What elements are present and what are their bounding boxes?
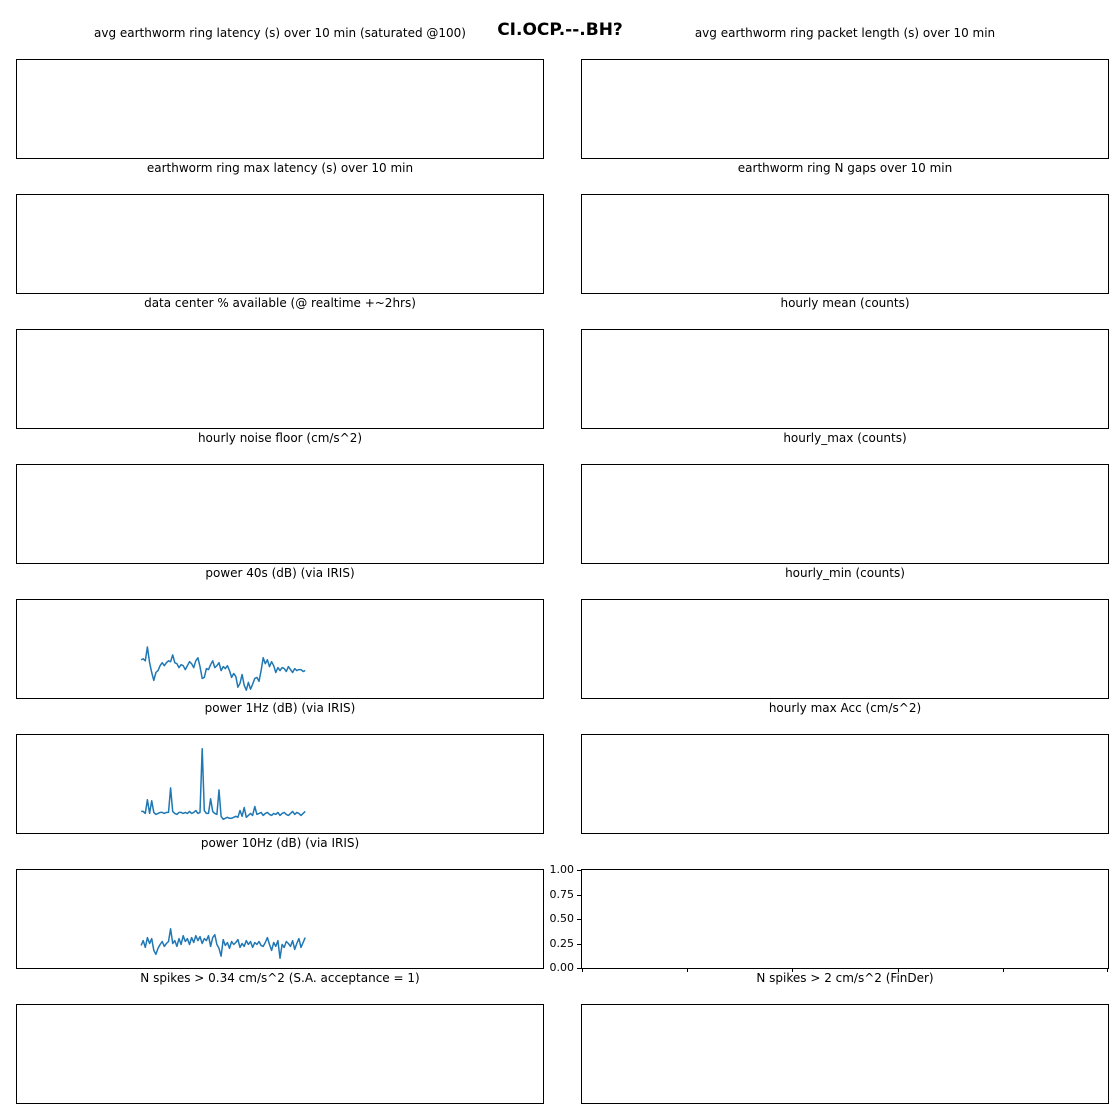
- panel-title: N spikes > 2 cm/s^2 (FinDer): [756, 971, 934, 985]
- panel-ring-n-gaps: [581, 160, 1109, 295]
- panel-data-center-available: [16, 295, 544, 430]
- axes-frame: [16, 734, 544, 834]
- figure-title: CI.OCP.--.BH?: [497, 20, 623, 40]
- axes-frame: [16, 464, 544, 564]
- series-line: [141, 929, 305, 958]
- y-tick-mark: [577, 968, 581, 969]
- axes-frame: [581, 194, 1109, 294]
- axes-frame: [16, 1004, 544, 1104]
- panel-hourly-max: [581, 430, 1109, 565]
- y-tick-mark: [577, 944, 581, 945]
- axes-frame: [581, 329, 1109, 429]
- axes-frame: [16, 599, 544, 699]
- y-tick-label: 1.00: [549, 863, 574, 876]
- panel-hourly-noise-floor: [16, 430, 544, 565]
- panel-ring-max-latency: [16, 160, 544, 295]
- panel-title: avg earthworm ring packet length (s) over 10 min: [694, 26, 996, 40]
- series-line: [141, 749, 305, 820]
- panel-avg-ring-latency: [16, 25, 544, 160]
- axes-frame: [16, 59, 544, 159]
- panel-hourly-mean: [581, 295, 1109, 430]
- y-tick-label: 0.00: [549, 961, 574, 974]
- panel-power-1hz: [16, 700, 544, 835]
- axes-frame: [581, 464, 1109, 564]
- panel-title: earthworm ring max latency (s) over 10 min: [146, 161, 414, 175]
- panel-title: hourly_max (counts): [783, 431, 907, 445]
- power-10hz-plot: [17, 870, 543, 968]
- panel-title: power 10Hz (dB) (via IRIS): [200, 836, 360, 850]
- panel-title: earthworm ring N gaps over 10 min: [737, 161, 953, 175]
- axes-frame: [16, 329, 544, 429]
- panel-title: hourly_min (counts): [785, 566, 905, 580]
- panel-power-40s: [16, 565, 544, 700]
- power-1hz-plot: [17, 735, 543, 833]
- panel-title: data center % available (@ realtime +~2hrs): [144, 296, 416, 310]
- panel-title: hourly mean (counts): [780, 296, 910, 310]
- panel-n-spikes-2: [581, 970, 1109, 1105]
- y-tick-label: 0.50: [549, 912, 574, 925]
- y-tick-mark: [577, 870, 581, 871]
- y-tick-mark: [577, 895, 581, 896]
- y-tick-label: 0.25: [549, 936, 574, 950]
- axes-frame: [581, 59, 1109, 159]
- panel-hourly-min: [581, 565, 1109, 700]
- panel-title: power 40s (dB) (via IRIS): [205, 566, 355, 580]
- panel-title: N spikes > 0.34 cm/s^2 (S.A. acceptance = 1): [140, 971, 420, 985]
- panel-blank-axes: [549, 835, 1109, 974]
- panel-title: hourly noise floor (cm/s^2): [197, 431, 363, 445]
- panel-hourly-max-acc: [581, 700, 1109, 835]
- axes-frame: [16, 869, 544, 969]
- panel-title: hourly max Acc (cm/s^2): [768, 701, 922, 715]
- panel-title: avg earthworm ring latency (s) over 10 min (saturated @100): [94, 26, 466, 40]
- power-40s-plot: [17, 600, 543, 698]
- panel-n-spikes-034: [16, 970, 544, 1105]
- axes-frame: [581, 1004, 1109, 1104]
- axes-frame: [581, 599, 1109, 699]
- series-line: [141, 647, 305, 690]
- y-tick-label: 0.75: [549, 887, 574, 901]
- axes-frame: [549, 863, 1109, 974]
- panel-title: power 1Hz (dB) (via IRIS): [204, 701, 356, 715]
- panel-power-10hz: [16, 835, 544, 970]
- axes-frame: [581, 734, 1109, 834]
- y-tick-mark: [577, 919, 581, 920]
- axes-frame: [16, 194, 544, 294]
- panel-avg-ring-packet-length: [581, 25, 1109, 160]
